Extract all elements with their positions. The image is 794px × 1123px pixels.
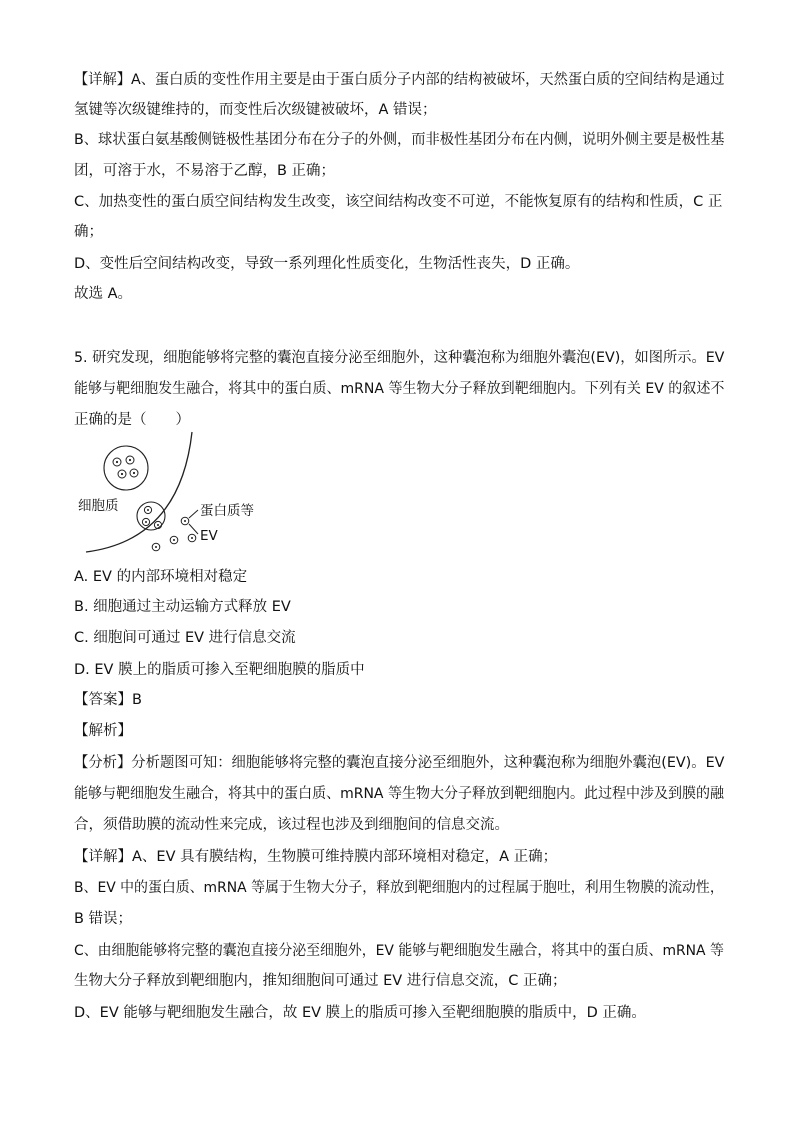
text-line: C、由细胞能够将完整的囊泡直接分泌至细胞外，EV 能够与靶细胞发生融合，将其中的蛋白质、mRNA 等 — [74, 943, 724, 959]
option-b: B. 细胞通过主动运输方式释放 EV — [74, 599, 291, 615]
text-line: 生物大分子释放到靶细胞内，推知细胞间可通过 EV 进行信息交流，C 正确； — [74, 973, 567, 989]
text-line: 团，可溶于水，不易溶于乙醇，B 正确； — [74, 163, 336, 179]
answer-line: 【答案】B — [74, 692, 142, 708]
text-line: B、球状蛋白氨基酸侧链极性基团分布在分子的外侧，而非极性基团分布在内侧，说明外侧主要是极性基 — [74, 132, 725, 148]
text-line: 【分析】分析题图可知：细胞能够将完整的囊泡直接分泌至细胞外，这种囊泡称为细胞外囊泡(EV)。EV — [74, 755, 725, 771]
text-line: 确； — [74, 224, 103, 240]
option-a: A. EV 的内部环境相对稳定 — [74, 569, 248, 585]
leader-line-protein — [189, 510, 198, 518]
text-line: B、EV 中的蛋白质、mRNA 等属于生物大分子，释放到靶细胞内的过程属于胞吐，利用生物膜的流动性， — [74, 880, 724, 896]
text-line: 故选 A。 — [74, 286, 133, 302]
intracellular-vesicle — [104, 446, 148, 490]
secreting-vesicle — [137, 502, 165, 530]
leader-line-ev — [189, 524, 198, 534]
text-line: D、EV 能够与靶细胞发生融合，故 EV 膜上的脂质可掺入至靶细胞膜的脂质中，D 正确。 — [74, 1005, 646, 1021]
label-cytoplasm: 细胞质 — [78, 498, 119, 514]
label-ev: EV — [200, 528, 218, 544]
text-line: 【详解】A、蛋白质的变性作用主要是由于蛋白质分子内部的结构被破坏，天然蛋白质的空间结构是通过 — [74, 72, 725, 88]
text-line: 合，须借助膜的流动性来完成，该过程也涉及到细胞间的信息交流。 — [74, 817, 509, 833]
text-line: B 错误； — [74, 911, 133, 927]
label-protein: 蛋白质等 — [200, 503, 254, 519]
ev-diagram — [70, 430, 270, 560]
question-stem-line: 能够与靶细胞发生融合，将其中的蛋白质、mRNA 等生物大分子释放到靶细胞内。下列有关 EV 的叙述不 — [74, 381, 725, 397]
text-line: 【详解】A、EV 具有膜结构，生物膜可维持膜内部环境相对稳定，A 正确； — [74, 849, 558, 865]
option-c: C. 细胞间可通过 EV 进行信息交流 — [74, 630, 296, 646]
extracellular-ev — [152, 517, 196, 551]
text-line: 能够与靶细胞发生融合，将其中的蛋白质、mRNA 等生物大分子释放到靶细胞内。此过程中涉及到膜的融 — [74, 786, 725, 802]
analysis-heading: 【解析】 — [74, 723, 132, 739]
text-line: 氢键等次级键维持的，而变性后次级键被破坏，A 错误； — [74, 102, 437, 118]
question-stem-line: 正确的是（ ） — [74, 412, 190, 428]
ev-diagram-svg — [70, 430, 270, 560]
text-line: C、加热变性的蛋白质空间结构发生改变，该空间结构改变不可逆，不能恢复原有的结构和性质，C 正 — [74, 194, 723, 210]
option-d: D. EV 膜上的脂质可掺入至靶细胞膜的脂质中 — [74, 662, 365, 678]
text-line: D、变性后空间结构改变，导致一系列理化性质变化，生物活性丧失，D 正确。 — [74, 256, 580, 272]
question-stem-line: 5. 研究发现，细胞能够将完整的囊泡直接分泌至细胞外，这种囊泡称为细胞外囊泡(EV)，如图所示。EV — [74, 350, 725, 366]
